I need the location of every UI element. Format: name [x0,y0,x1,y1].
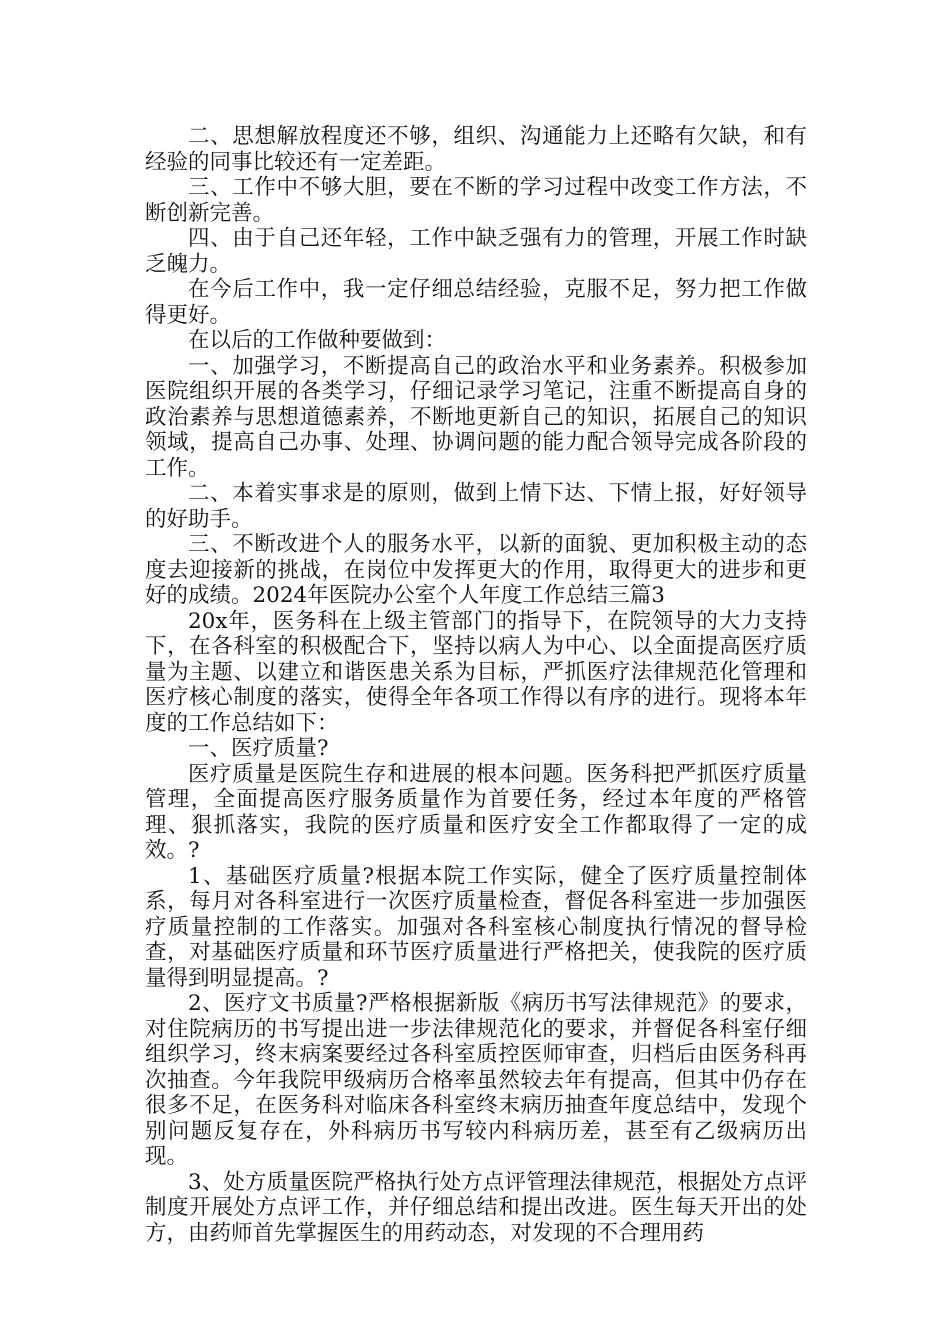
paragraph: 四、由于自己还年轻，工作中缺乏强有力的管理，开展工作时缺乏魄力。 [145,226,807,277]
paragraph: 三、工作中不够大胆，要在不断的学习过程中改变工作方法，不断创新完善。 [145,175,807,226]
paragraph: 一、加强学习，不断提高自己的政治水平和业务素养。积极参加医院组织开展的各类学习，仔细记录学习笔记，注重不断提高自身的政治素养与思想道德素养，不断地更新自己的知识，拓展自己的知识领域，提高自己办事、处理、协调问题的能力配合领导完成各阶段的工作。 [145,353,807,481]
paragraph: 20x年，医务科在上级主管部门的指导下，在院领导的大力支持下，在各科室的积极配合下，坚持以病人为中心、以全面提高医疗质量为主题、以建立和谐医患关系为目标，严抓医疗法律规范化管理和医疗核心制度的落实，使得全年各项工作得以有序的进行。现将本年度的工作总结如下： [145,608,807,736]
paragraph: 一、医疗质量? [188,736,329,761]
paragraph: 1、基础医疗质量?根据本院工作实际，健全了医疗质量控制体系，每月对各科室进行一次医疗质量检查，督促各科室进一步加强医疗质量控制的工作落实。加强对各科室核心制度执行情况的督导检查，对基础医疗质量和环节医疗质量进行严格把关，使我院的医疗质量得到明显提高。? [145,863,807,991]
paragraph: 二、思想解放程度还不够，组织、沟通能力上还略有欠缺，和有经验的同事比较还有一定差距。 [145,124,807,175]
paragraph: 医疗质量是医院生存和进展的根本问题。医务科把严抓医疗质量管理，全面提高医疗服务质量作为首要任务，经过本年度的严格管理、狠抓落实，我院的医疗质量和医疗安全工作都取得了一定的成效。? [145,761,807,863]
paragraph: 三、不断改进个人的服务水平，以新的面貌、更加积极主动的态度去迎接新的挑战，在岗位中发挥更大的作用，取得更大的进步和更好的成绩。2024年医院办公室个人年度工作总结三篇3 [145,532,807,608]
paragraph: 在今后工作中，我一定仔细总结经验，克服不足，努力把工作做得更好。 [145,277,807,328]
paragraph: 3、处方质量医院严格执行处方点评管理法律规范，根据处方点评制度开展处方点评工作，并仔细总结和提出改进。医生每天开出的处方，由药师首先掌握医生的用药动态，对发现的不合理用药 [145,1169,807,1246]
document-page [145,124,807,1246]
paragraph: 二、本着实事求是的原则，做到上情下达、下情上报，好好领导的好助手。 [145,481,807,532]
paragraph: 在以后的工作做种要做到： [188,328,447,353]
paragraph: 2、医疗文书质量?严格根据新版《病历书写法律规范》的要求，对住院病历的书写提出进一步法律规范化的要求，并督促各科室仔细组织学习，终末病案要经过各科室质控医师审查，归档后由医务科再次抽查。今年我院甲级病历合格率虽然较去年有提高，但其中仍存在很多不足，在医务科对临床各科室终末病历抽查年度总结中，发现个别问题反复存在，外科病历书写较内科病历差，甚至有乙级病历出现。 [145,991,807,1169]
